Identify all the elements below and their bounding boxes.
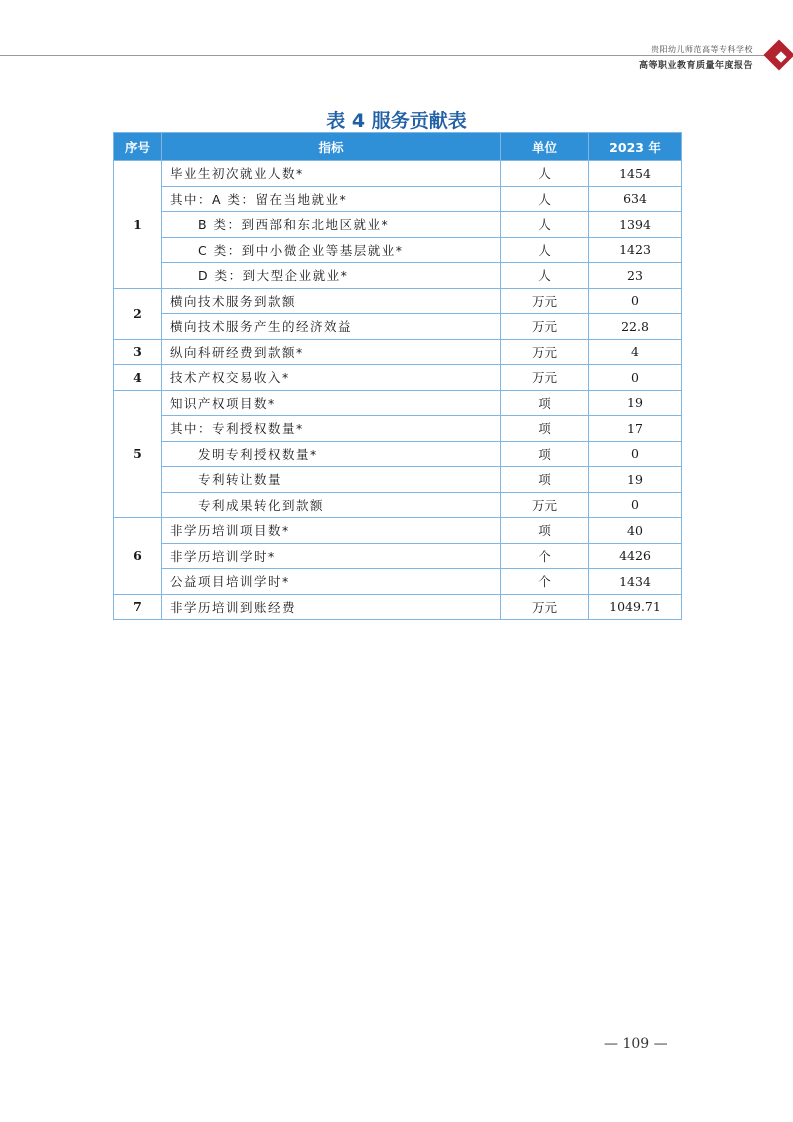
value-cell: 4426 — [589, 543, 682, 569]
indicator-cell: C 类：到中小微企业等基层就业* — [162, 237, 501, 263]
value-cell: 0 — [589, 365, 682, 391]
unit-cell: 项 — [501, 518, 589, 544]
table-row — [114, 441, 682, 467]
table-row — [114, 416, 682, 442]
value-cell: 0 — [589, 441, 682, 467]
indicator-cell: 发明专利授权数量* — [162, 441, 501, 467]
header-report-title: 高等职业教育质量年度报告 — [638, 61, 753, 71]
indicator-cell: 专利转让数量 — [162, 467, 501, 493]
table-row — [114, 288, 682, 314]
row-number: 4 — [114, 365, 162, 391]
header-rule — [0, 55, 766, 56]
table-title: 表 4 服务贡献表 — [326, 110, 467, 132]
table-row — [114, 339, 682, 365]
row-number: 7 — [114, 594, 162, 620]
indicator-cell: 专利成果转化到款额 — [162, 492, 501, 518]
unit-cell: 万元 — [501, 288, 589, 314]
unit-cell: 项 — [501, 467, 589, 493]
unit-cell: 人 — [501, 161, 589, 187]
unit-cell: 人 — [501, 237, 589, 263]
indicator-cell: 其中：A 类：留在当地就业* — [162, 186, 501, 212]
col-header-indicator: 指标 — [162, 133, 501, 161]
table-row — [114, 365, 682, 391]
unit-cell: 人 — [501, 212, 589, 238]
row-number: 6 — [114, 518, 162, 595]
value-cell: 40 — [589, 518, 682, 544]
table-row — [114, 237, 682, 263]
table-row — [114, 569, 682, 595]
indicator-cell: D 类：到大型企业就业* — [162, 263, 501, 289]
table-row — [114, 594, 682, 620]
value-cell: 1454 — [589, 161, 682, 187]
indicator-cell: 纵向科研经费到款额* — [162, 339, 501, 365]
indicator-cell: B 类：到西部和东北地区就业* — [162, 212, 501, 238]
unit-cell: 万元 — [501, 339, 589, 365]
row-number: 1 — [114, 161, 162, 289]
unit-cell: 项 — [501, 416, 589, 442]
table-row — [114, 518, 682, 544]
table-row — [114, 314, 682, 340]
row-number: 5 — [114, 390, 162, 518]
unit-cell: 个 — [501, 543, 589, 569]
value-cell: 1434 — [589, 569, 682, 595]
table-row — [114, 186, 682, 212]
unit-cell: 人 — [501, 186, 589, 212]
indicator-cell: 毕业生初次就业人数* — [162, 161, 501, 187]
indicator-cell: 技术产权交易收入* — [162, 365, 501, 391]
value-cell: 1394 — [589, 212, 682, 238]
table-row — [114, 492, 682, 518]
indicator-cell: 非学历培训到账经费 — [162, 594, 501, 620]
table-row — [114, 543, 682, 569]
unit-cell: 万元 — [501, 492, 589, 518]
value-cell: 19 — [589, 390, 682, 416]
value-cell: 17 — [589, 416, 682, 442]
header-school-name: 贵阳幼儿师范高等专科学校 — [651, 45, 753, 54]
indicator-cell: 横向技术服务产生的经济效益 — [162, 314, 501, 340]
value-cell: 23 — [589, 263, 682, 289]
row-number: 2 — [114, 288, 162, 339]
value-cell: 0 — [589, 288, 682, 314]
unit-cell: 万元 — [501, 314, 589, 340]
unit-cell: 万元 — [501, 365, 589, 391]
unit-cell: 个 — [501, 569, 589, 595]
indicator-cell: 公益项目培训学时* — [162, 569, 501, 595]
table-row — [114, 161, 682, 187]
table-row — [114, 467, 682, 493]
value-cell: 4 — [589, 339, 682, 365]
value-cell: 1423 — [589, 237, 682, 263]
table-row — [114, 390, 682, 416]
unit-cell: 项 — [501, 390, 589, 416]
value-cell: 634 — [589, 186, 682, 212]
indicator-cell: 其中：专利授权数量* — [162, 416, 501, 442]
indicator-cell: 横向技术服务到款额 — [162, 288, 501, 314]
indicator-cell: 非学历培训项目数* — [162, 518, 501, 544]
service-contribution-table — [113, 132, 682, 620]
unit-cell: 万元 — [501, 594, 589, 620]
table-row — [114, 212, 682, 238]
indicator-cell: 知识产权项目数* — [162, 390, 501, 416]
value-cell: 19 — [589, 467, 682, 493]
row-number: 3 — [114, 339, 162, 365]
table-header-row — [114, 133, 682, 161]
col-header-year: 2023 年 — [589, 133, 682, 161]
unit-cell: 项 — [501, 441, 589, 467]
indicator-cell: 非学历培训学时* — [162, 543, 501, 569]
page-number: — 109 — — [604, 1036, 668, 1052]
col-header-no: 序号 — [114, 133, 162, 161]
col-header-unit: 单位 — [501, 133, 589, 161]
unit-cell: 人 — [501, 263, 589, 289]
value-cell: 1049.71 — [589, 594, 682, 620]
value-cell: 22.8 — [589, 314, 682, 340]
value-cell: 0 — [589, 492, 682, 518]
table-row — [114, 263, 682, 289]
